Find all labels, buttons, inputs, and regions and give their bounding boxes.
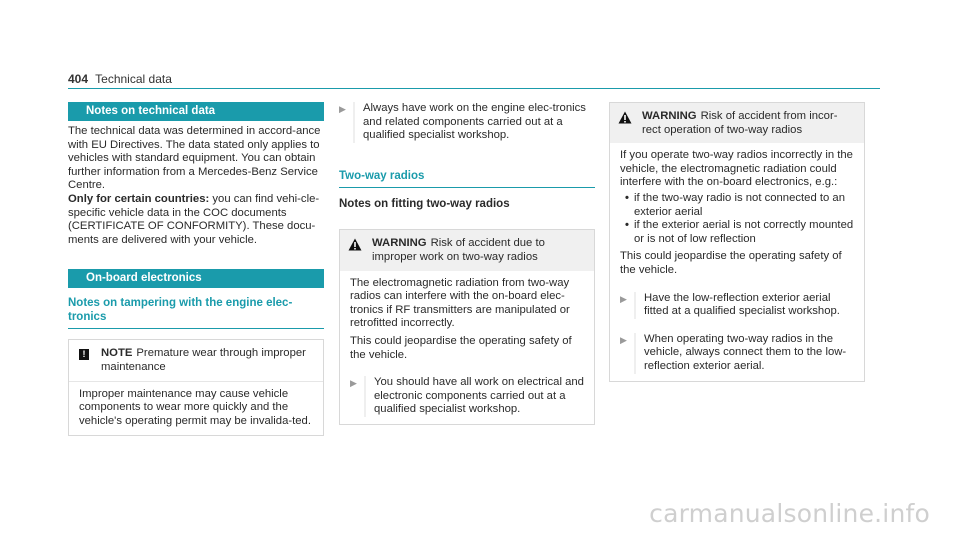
warning-operation-step-2 xyxy=(620,333,856,374)
page-number: 404 xyxy=(68,72,89,86)
note-header-text xyxy=(101,347,315,374)
step-1-text: Have the low-reflection exterior aerial fitted at a qualified specialist workshop. xyxy=(634,292,856,319)
notes-paragraph: The technical data was determined in accord-ance with EU Directives. The data stated only applies to vehicles with standard equipment. You can obtain further information from a Mercedes-Benz Service Centre. xyxy=(68,125,321,192)
step-2-text: When operating two-way radios in the vehicle, always connect them to the low-reflection exterior aerial. xyxy=(634,333,856,374)
note-head: Premature wear through improper maintenance xyxy=(101,347,306,373)
warning-head: Risk of accident due to improper work on two-way radios xyxy=(372,237,545,263)
warning-box-operation-header xyxy=(610,103,864,143)
list-item xyxy=(620,192,856,219)
warning-fitting-head-text xyxy=(372,237,586,264)
bullet-dot-icon: • xyxy=(625,219,629,232)
bullet-text: if the exterior aerial is not correctly mounted or is not of low reflection xyxy=(634,219,854,245)
warning-fitting-step-text: You should have all work on electrical and electronic components carried out at a qualified specialist workshop. xyxy=(364,376,586,417)
warning-box-fitting-body xyxy=(340,271,594,424)
column-3 xyxy=(609,102,865,382)
section-name: Technical data xyxy=(95,72,172,86)
step-always-text: Always have work on the engine elec-tronics and related components carried out at a qualified specialist workshop. xyxy=(353,102,595,143)
tampering-rule xyxy=(68,328,324,329)
warning-box-fitting-header xyxy=(340,230,594,270)
warning-operation-head-text xyxy=(642,110,856,137)
note-exclamation-icon: ! xyxy=(79,349,89,360)
countries-paragraph xyxy=(68,193,324,247)
two-way-radios-rule xyxy=(339,187,595,188)
note-label: NOTE xyxy=(101,347,133,360)
bullet-dot-icon: • xyxy=(625,191,629,204)
notes-technical-data-heading: Notes on technical data xyxy=(68,102,324,121)
bullet-text: if the two-way radio is not connected to an exterior aerial xyxy=(634,191,845,218)
step-arrow-icon: ▶ xyxy=(620,293,627,304)
step-arrow-icon: ▶ xyxy=(350,378,357,389)
step-arrow-icon: ▶ xyxy=(339,104,346,114)
warning-head: Risk of accident from incor-rect operation of two-way radios xyxy=(642,110,838,136)
warning-box-operation-body xyxy=(610,143,864,380)
warning-fitting-step xyxy=(350,376,586,417)
list-item xyxy=(620,219,856,246)
warning-label: WARNING xyxy=(642,110,697,122)
warning-box-operation xyxy=(609,102,865,382)
two-way-radios-heading: Two-way radios xyxy=(339,169,425,182)
warning-fitting-p1: The electromagnetic radiation from two-way radios can interfere with the on-board elec-tronics if RF transmitters are manipulated or retrofitted incorrectly. xyxy=(350,276,570,330)
countries-label: Only for certain countries: xyxy=(68,192,210,205)
onboard-electronics-heading: On-board electronics xyxy=(68,269,324,288)
warning-operation-bullets xyxy=(620,192,856,246)
page-header xyxy=(68,73,172,87)
warning-operation-intro: If you operate two-way radios incorrectly in the vehicle, the electromagnetic radiation could interfere with the on-board electronics, e.g.: xyxy=(620,149,853,189)
warning-operation-step-1 xyxy=(620,292,856,319)
tampering-heading: Notes on tampering with the engine elec-tronics xyxy=(68,297,293,324)
column-1 xyxy=(68,102,324,436)
warning-label: WARNING xyxy=(372,237,427,250)
note-box-body: Improper maintenance may cause vehicle components to wear more quickly and the vehicle's operating permit may be invalida-ted. xyxy=(69,381,323,436)
note-box xyxy=(68,339,324,436)
warning-triangle-icon xyxy=(348,238,362,251)
warning-fitting-p2: This could jeopardise the operating safety of the vehicle. xyxy=(350,334,572,361)
warning-triangle-icon xyxy=(618,111,632,124)
column-2 xyxy=(339,102,595,425)
fitting-heading: Notes on fitting two-way radios xyxy=(339,197,510,210)
step-always xyxy=(339,102,595,143)
watermark: carmanualsonline.info xyxy=(649,499,930,529)
header-rule xyxy=(68,88,880,89)
step-arrow-icon: ▶ xyxy=(620,334,627,345)
warning-box-fitting xyxy=(339,229,595,425)
note-box-header xyxy=(69,340,323,380)
countries-text: you can find vehi-cle-specific vehicle data in the COC documents (CERTIFICATE OF CONFORMITY). These docu-ments are delivered with your vehicle. xyxy=(68,192,320,246)
warning-operation-conclusion: This could jeopardise the operating safety of the vehicle. xyxy=(620,250,842,276)
